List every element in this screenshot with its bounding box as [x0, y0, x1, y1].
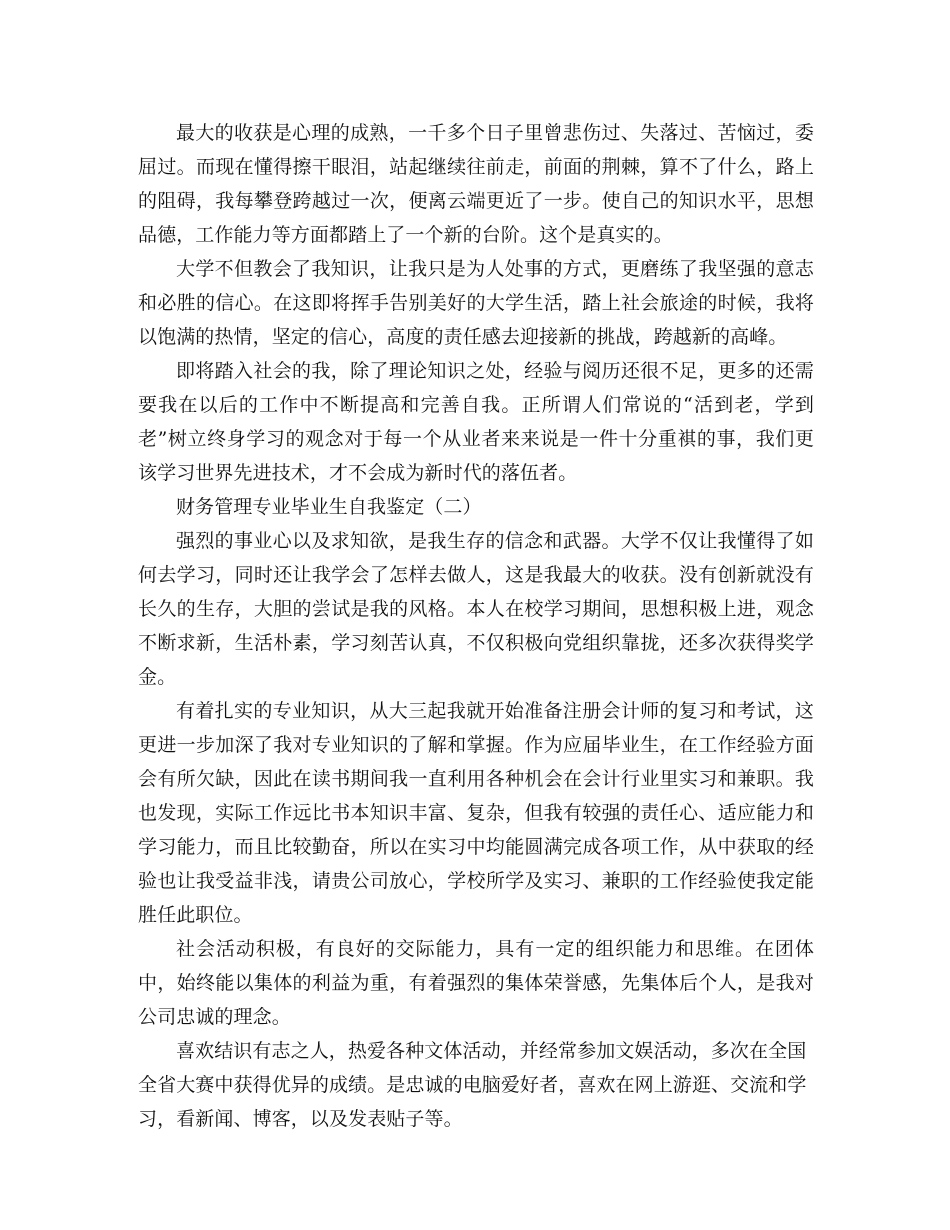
paragraph-4: 强烈的事业心以及求知欲，是我生存的信念和武器。大学不仅让我懂得了如何去学习，同时还让我学会了怎样去做人，这是我最大的收获。没有创新就没有长久的生存，大胆的尝试是我的风格。本人在校学习期间，思想积极上进，观念不断求新，生活朴素，学习刻苦认真，不仅积极向党组织靠拢，还多次获得奖学金。	[138, 530, 814, 688]
paragraph-2: 大学不但教会了我知识，让我只是为人处事的方式，更磨练了我坚强的意志和必胜的信心。在这即将挥手告别美好的大学生活，踏上社会旅途的时候，我将以饱满的热情，坚定的信心，高度的责任感去迎接新的挑战，跨越新的高峰。	[138, 258, 814, 348]
paragraph-5: 有着扎实的专业知识，从大三起我就开始准备注册会计师的复习和考试，这更进一步加深了我对专业知识的了解和掌握。作为应届毕业生，在工作经验方面会有所欠缺，因此在读书期间我一直利用各种机会在会计行业里实习和兼职。我也发现，实际工作远比书本知识丰富、复杂，但我有较强的责任心、适应能力和学习能力，而且比较勤奋，所以在实习中均能圆满完成各项工作，从中获取的经验也让我受益非浅，请贵公司放心，学校所学及实习、兼职的工作经验使我定能胜任此职位。	[138, 700, 814, 926]
paragraph-6: 社会活动积极，有良好的交际能力，具有一定的组织能力和思维。在团体中，始终能以集体的利益为重，有着强烈的集体荣誉感，先集体后个人，是我对公司忠诚的理念。	[138, 938, 814, 1028]
paragraph-7: 喜欢结识有志之人，热爱各种文体活动，并经常参加文娱活动，多次在全国全省大赛中获得优异的成绩。是忠诚的电脑爱好者，喜欢在网上游逛、交流和学习，看新闻、博客，以及发表贴子等。	[138, 1040, 807, 1130]
document-body	[138, 116, 814, 1136]
section-heading: 财务管理专业毕业生自我鉴定（二）	[176, 496, 482, 518]
paragraph-1: 最大的收获是心理的成熟，一千多个日子里曾悲伤过、失落过、苦恼过，委屈过。而现在懂得擦干眼泪，站起继续往前走，前面的荆棘，算不了什么，路上的阻碍，我每攀登跨越过一次，便离云端更近了一步。使自己的知识水平，思想品德，工作能力等方面都踏上了一个新的台阶。这个是真实的。	[138, 122, 814, 246]
paragraph-3: 即将踏入社会的我，除了理论知识之处，经验与阅历还很不足，更多的还需要我在以后的工作中不断提高和完善自我。正所谓人们常说的“活到老，学到老”树立终身学习的观念对于每一个从业者来来说是一件十分重褀的事，我们更该学习世界先进技术，才不会成为新时代的落伍者。	[138, 360, 814, 484]
